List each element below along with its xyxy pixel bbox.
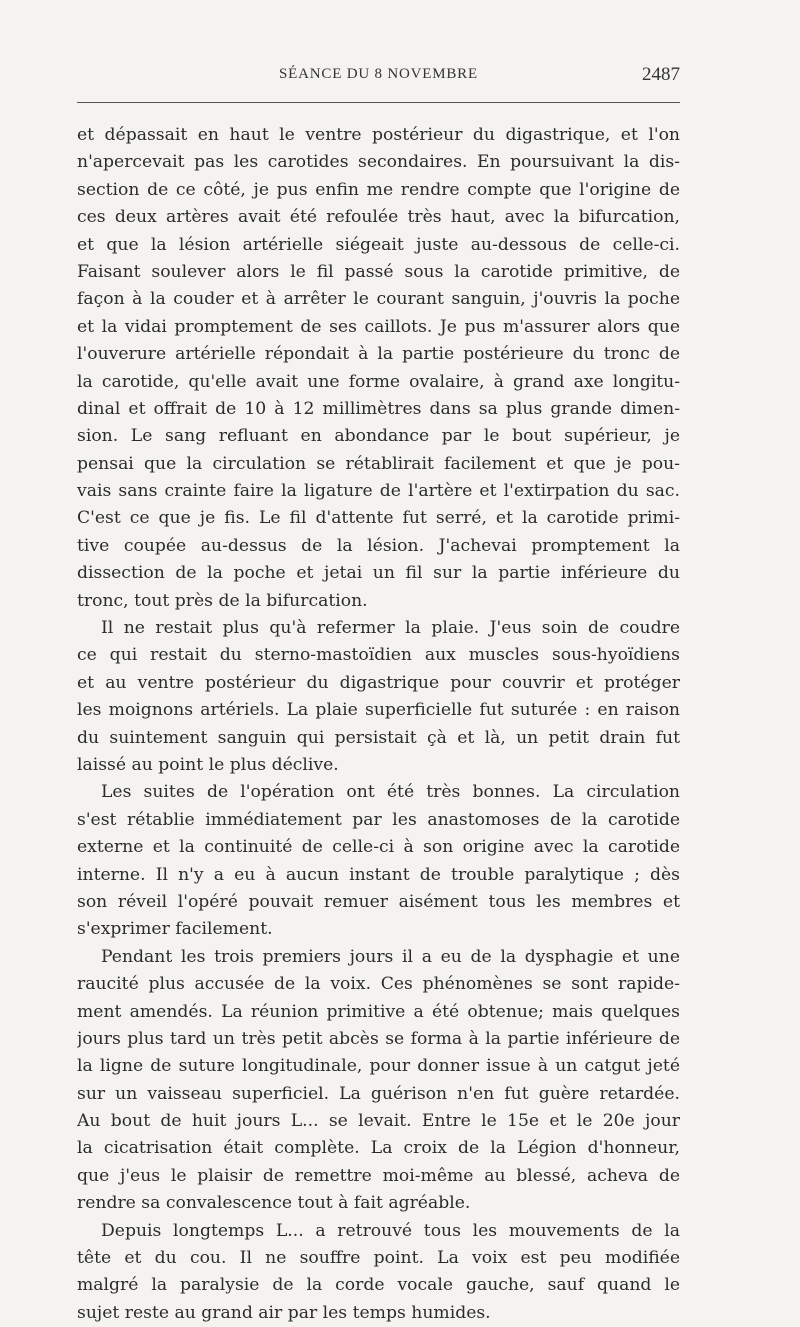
paragraph [77, 779, 680, 943]
paragraph [77, 1218, 680, 1327]
text-line: la cicatrisation était complète. La croix de la Légion d'honneur, [77, 1138, 680, 1159]
text-line: façon à la couder et à arrêter le courant sanguin, j'ouvris la poche [77, 289, 680, 310]
text-line: dissection de la poche et jetai un fil sur la partie inférieure du [77, 563, 680, 584]
text-line: sujet reste au grand air par les temps humides. [77, 1302, 491, 1323]
text-line: pensai que la circulation se rétablirait facilement et que je pou- [77, 453, 680, 474]
paragraph [77, 122, 680, 615]
header-rule [77, 102, 680, 103]
text-line: dinal et offrait de 10 à 12 millimètres dans sa plus grande dimen- [77, 398, 680, 419]
text-line: vais sans crainte faire la ligature de l'artère et l'extirpation du sac. [77, 481, 680, 502]
text-line: Depuis longtemps L... a retrouvé tous les mouvements de la [101, 1220, 680, 1241]
text-line: malgré la paralysie de la corde vocale gauche, sauf quand le [77, 1275, 680, 1296]
body-text [77, 122, 680, 1327]
text-line: la ligne de suture longitudinale, pour donner issue à un catgut jeté [77, 1056, 680, 1077]
text-line: la carotide, qu'elle avait une forme ovalaire, à grand axe longitu- [77, 371, 680, 392]
text-line: et dépassait en haut le ventre postérieur du digastrique, et l'on [77, 125, 680, 145]
text-line: ce qui restait du sterno-mastoïdien aux muscles sous-hyoïdiens [77, 645, 680, 666]
text-line: tive coupée au-dessus de la lésion. J'achevai promptement la [77, 535, 680, 556]
text-line: jours plus tard un très petit abcès se forma à la partie inférieure de [77, 1028, 680, 1049]
text-line: son réveil l'opéré pouvait remuer aisément tous les membres et [77, 891, 680, 912]
paragraph [77, 944, 680, 1218]
text-line: Faisant soulever alors le fil passé sous la carotide primitive, de [77, 261, 680, 282]
text-line: Il ne restait plus qu'à refermer la plaie. J'eus soin de coudre [101, 618, 680, 639]
text-line: les moignons artériels. La plaie superficielle fut suturée : en raison [77, 700, 680, 721]
text-line: rendre sa convalescence tout à fait agréable. [77, 1193, 471, 1214]
text-line: s'est rétablie immédiatement par les anastomoses de la carotide [77, 809, 680, 830]
header-title: SÉANCE DU 8 NOVEMBRE [279, 66, 478, 82]
text-line: interne. Il n'y a eu à aucun instant de trouble paralytique ; dès [77, 864, 680, 885]
text-line: externe et la continuité de celle-ci à son origine avec la carotide [77, 837, 680, 858]
text-line: laissé au point le plus déclive. [77, 754, 339, 775]
text-line: sur un vaisseau superficiel. La guérison n'en fut guère retardée. [77, 1083, 680, 1104]
text-line: que j'eus le plaisir de remettre moi-même au blessé, acheva de [77, 1165, 680, 1186]
text-line: tête et du cou. Il ne souffre point. La voix est peu modifiée [77, 1248, 680, 1269]
text-line: et au ventre postérieur du digastrique pour couvrir et protéger [77, 672, 680, 693]
text-line: Au bout de huit jours L... se levait. Entre le 15e et le 20e jour [77, 1111, 680, 1132]
text-line: Pendant les trois premiers jours il a eu de la dysphagie et une [101, 946, 680, 967]
text-line: et que la lésion artérielle siégeait juste au-dessous de celle-ci. [77, 234, 680, 255]
text-line: Les suites de l'opération ont été très bonnes. La circulation [101, 782, 680, 803]
text-line: ment amendés. La réunion primitive a été obtenue; mais quelques [77, 1001, 680, 1022]
paragraph [77, 615, 680, 779]
text-line: tronc, tout près de la bifurcation. [77, 590, 368, 611]
text-line: du suintement sanguin qui persistait çà et là, un petit drain fut [77, 727, 680, 748]
text-line: l'ouverure artérielle répondait à la partie postérieure du tronc de [77, 344, 680, 365]
page-number: 2487 [642, 64, 680, 85]
text-line: s'exprimer facilement. [77, 919, 273, 940]
text-line: et la vidai promptement de ses caillots. Je pus m'assurer alors que [77, 316, 680, 337]
text-line: ces deux artères avait été refoulée très haut, avec la bifurcation, [77, 207, 680, 228]
running-header [77, 64, 680, 90]
text-line: sion. Le sang refluant en abondance par le bout supérieur, je [77, 426, 680, 447]
text-line: C'est ce que je fis. Le fil d'attente fut serré, et la carotide primi- [77, 508, 680, 529]
text-line: section de ce côté, je pus enfin me rendre compte que l'origine de [77, 179, 680, 200]
text-line: n'apercevait pas les carotides secondaires. En poursuivant la dis- [77, 152, 680, 173]
text-line: raucité plus accusée de la voix. Ces phénomènes se sont rapide- [77, 974, 680, 995]
